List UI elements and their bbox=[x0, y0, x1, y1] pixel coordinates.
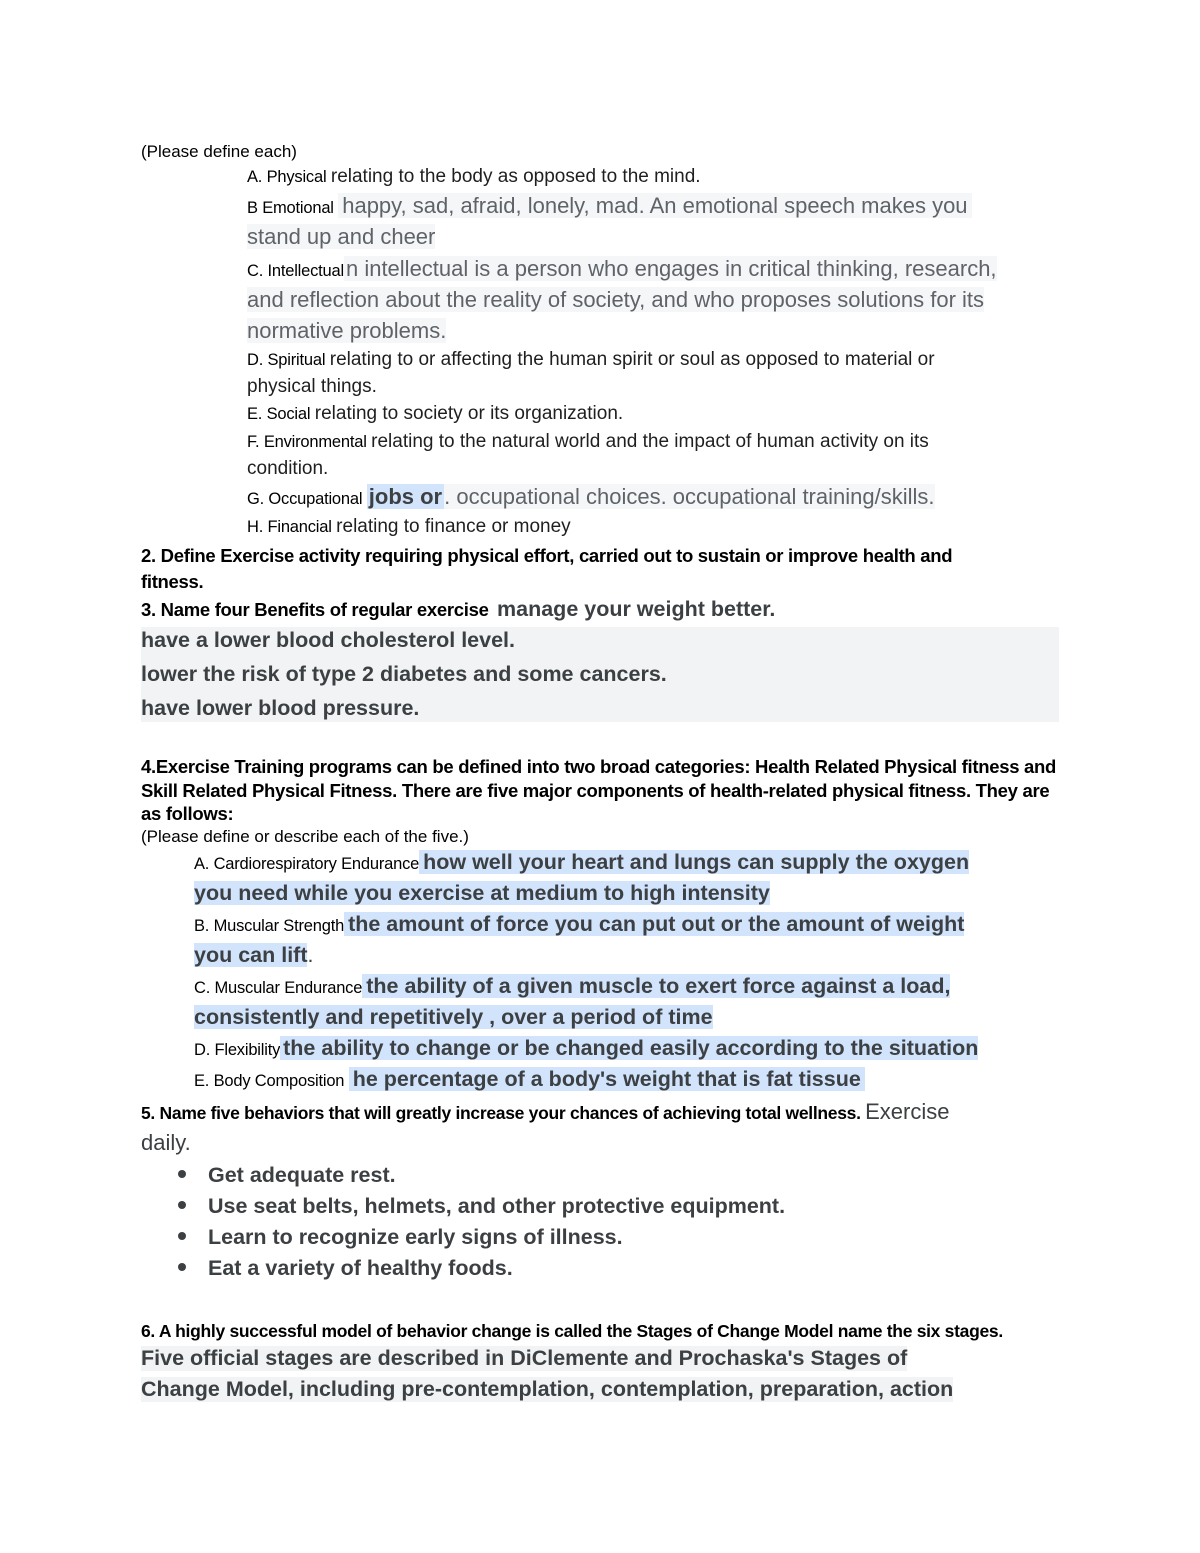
dimension-answer-highlight: jobs or bbox=[368, 484, 443, 509]
component-endurance bbox=[194, 974, 950, 999]
dimension-intellectual-cont bbox=[247, 287, 984, 313]
question-5 bbox=[141, 1099, 949, 1125]
component-answer-tail: . bbox=[307, 943, 314, 967]
dimension-answer: stand up and cheer bbox=[247, 224, 436, 249]
component-answer: you can lift bbox=[194, 943, 308, 967]
dimension-answer: n intellectual is a person who engages in critical thinking, research, bbox=[345, 256, 997, 281]
component-body-composition bbox=[194, 1067, 865, 1092]
bullet-icon bbox=[178, 1232, 186, 1240]
dimension-environmental bbox=[247, 431, 929, 453]
question-2: 2. Define Exercise activity requiring physical effort, carried out to sustain or improve health and bbox=[141, 545, 953, 566]
dimension-answer: relating to finance or money bbox=[336, 516, 571, 537]
component-strength-cont bbox=[194, 943, 313, 968]
dimension-label: C. Intellectual bbox=[247, 262, 344, 280]
component-answer: you need while you exercise at medium to high intensity bbox=[194, 881, 770, 905]
dimension-answer: happy, sad, afraid, lonely, mad. An emotional speech makes you bbox=[338, 193, 971, 218]
component-endurance-cont bbox=[194, 1005, 713, 1030]
benefit-answer: have lower blood pressure. bbox=[141, 696, 420, 720]
stages-answer-cont: Change Model, including pre-contemplation, contemplation, preparation, action bbox=[141, 1377, 954, 1401]
behavior-answer: Exercise bbox=[865, 1099, 950, 1124]
dimension-spiritual-cont bbox=[247, 376, 377, 398]
dimension-emotional-cont bbox=[247, 224, 435, 250]
question-2-cont: fitness. bbox=[141, 571, 204, 592]
dimension-label: E. Social bbox=[247, 405, 311, 423]
component-answer: consistently and repetitively , over a period of time bbox=[194, 1005, 713, 1029]
behavior-text: Use seat belts, helmets, and other protective equipment. bbox=[208, 1194, 786, 1218]
component-answer: the ability to change or be changed easily according to the situation bbox=[280, 1036, 978, 1060]
dimension-occupational bbox=[247, 484, 935, 510]
component-cardio-cont bbox=[194, 881, 770, 906]
intro-instruction: (Please define each) bbox=[141, 142, 297, 161]
dimension-label: G. Occupational bbox=[247, 490, 363, 508]
dimension-answer: . occupational choices. occupational training/skills. bbox=[444, 484, 935, 509]
behavior-list bbox=[178, 1160, 785, 1284]
component-label: A. Cardiorespiratory Endurance bbox=[194, 855, 420, 873]
behavior-answer-cont: daily. bbox=[141, 1130, 191, 1155]
component-label: C. Muscular Endurance bbox=[194, 979, 363, 997]
benefit-answer: lower the risk of type 2 diabetes and some cancers. bbox=[141, 662, 667, 686]
stages-answer: Five official stages are described in DiClemente and Prochaska's Stages of bbox=[141, 1346, 908, 1370]
dimension-emotional bbox=[247, 193, 972, 219]
dimension-answer: relating to the body as opposed to the mind. bbox=[330, 166, 701, 187]
question-4-cont: Skill Related Physical Fitness. There are five major components of health-related physical fitness. They are bbox=[141, 780, 1050, 801]
behavior-text: Learn to recognize early signs of illness. bbox=[208, 1225, 623, 1249]
component-label: D. Flexibility bbox=[194, 1041, 281, 1059]
list-item bbox=[178, 1222, 785, 1253]
question-4: 4.Exercise Training programs can be defined into two broad categories: Health Related Physical fitness and bbox=[141, 756, 1057, 777]
dimension-label: H. Financial bbox=[247, 518, 332, 536]
list-item bbox=[178, 1191, 785, 1222]
component-cardio bbox=[194, 850, 969, 875]
bullet-icon bbox=[178, 1170, 186, 1178]
dimension-answer: relating to the natural world and the impact of human activity on its bbox=[371, 431, 929, 452]
dimension-financial bbox=[247, 516, 571, 538]
component-answer: how well your heart and lungs can supply the oxygen bbox=[419, 850, 969, 874]
behavior-text: Eat a variety of healthy foods. bbox=[208, 1256, 513, 1280]
dimension-answer: normative problems. bbox=[247, 318, 447, 343]
question-6: 6. A highly successful model of behavior change is called the Stages of Change Model name the six stages. bbox=[141, 1321, 1003, 1341]
question-4-instruction: (Please define or describe each of the five.) bbox=[141, 827, 469, 846]
component-strength bbox=[194, 912, 964, 937]
component-answer: the ability of a given muscle to exert force against a load, bbox=[362, 974, 950, 998]
component-label: B. Muscular Strength bbox=[194, 917, 345, 935]
dimension-label: D. Spiritual bbox=[247, 351, 326, 369]
benefit-answer: manage your weight better. bbox=[497, 597, 776, 621]
component-answer: the amount of force you can put out or the amount of weight bbox=[344, 912, 964, 936]
dimension-label: A. Physical bbox=[247, 168, 327, 186]
dimension-answer: condition. bbox=[247, 458, 329, 479]
question-4-cont: as follows: bbox=[141, 803, 234, 824]
list-item bbox=[178, 1160, 785, 1191]
bullet-icon bbox=[178, 1263, 186, 1271]
behavior-text: Get adequate rest. bbox=[208, 1163, 396, 1187]
dimension-spiritual bbox=[247, 349, 935, 371]
dimension-intellectual-cont bbox=[247, 318, 446, 344]
question-5-text: 5. Name five behaviors that will greatly increase your chances of achieving total wellness. bbox=[141, 1103, 861, 1123]
benefit-answer: have a lower blood cholesterol level. bbox=[141, 628, 515, 652]
bullet-icon bbox=[178, 1201, 186, 1209]
component-label: E. Body Composition bbox=[194, 1072, 345, 1090]
dimension-environmental-cont bbox=[247, 458, 328, 480]
dimension-answer: physical things. bbox=[247, 376, 377, 397]
dimension-answer: and reflection about the reality of society, and who proposes solutions for its bbox=[247, 287, 985, 312]
dimension-answer: relating to society or its organization. bbox=[314, 403, 624, 424]
question-3-text: 3. Name four Benefits of regular exercise bbox=[141, 599, 489, 620]
dimension-label: B Emotional bbox=[247, 199, 334, 217]
component-answer: he percentage of a body's weight that is fat tissue bbox=[349, 1067, 865, 1091]
list-item bbox=[178, 1253, 785, 1284]
dimension-intellectual bbox=[247, 256, 997, 282]
dimension-physical bbox=[247, 166, 701, 188]
dimension-label: F. Environmental bbox=[247, 433, 367, 451]
dimension-social bbox=[247, 403, 623, 425]
question-3 bbox=[141, 597, 775, 622]
component-flexibility bbox=[194, 1036, 978, 1061]
dimension-answer: relating to or affecting the human spirit or soul as opposed to material or bbox=[329, 349, 935, 370]
